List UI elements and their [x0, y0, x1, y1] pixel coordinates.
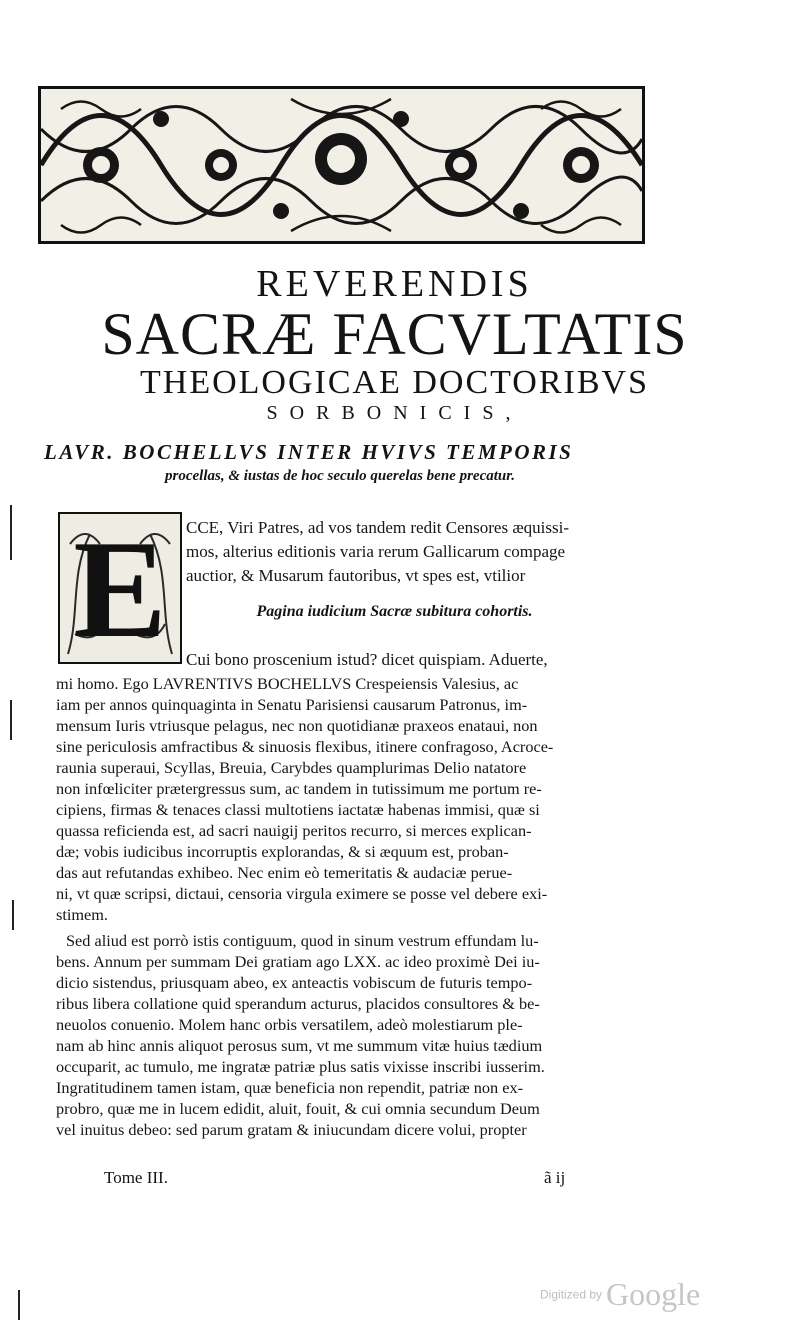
- margin-mark: [12, 900, 14, 930]
- paragraph-line: Ingratitudinem tamen istam, quæ beneficia non rependit, patriæ non ex-: [56, 1078, 524, 1097]
- paragraph-line: ribus libera collatione quid sperandum acturus, placidos consultores & be-: [56, 994, 540, 1013]
- paragraph-line: probro, quæ me in lucem edidit, aluit, fouit, & cui omnia secundum Deum: [56, 1099, 540, 1118]
- google-wordmark: Google: [606, 1276, 701, 1312]
- paragraph-line: non infœliciter prætergressus sum, ac tandem in tutissimum me portum re-: [56, 779, 542, 798]
- margin-mark: [18, 1290, 20, 1320]
- paragraph-line: iam per annos quinquaginta in Senatu Parisiensi causarum Patronus, im-: [56, 695, 528, 714]
- paragraph-line: neuolos conuenio. Molem hanc orbis versatilem, adeò molestiarum ple-: [56, 1015, 523, 1034]
- paragraph-line: vel inuitus debeo: sed parum gratam & iniucundam dicere volui, propter: [56, 1120, 527, 1139]
- paragraph-line: occuparit, ac tumulo, me ingratæ patriæ plus satis vixisse inscribi iusserim.: [56, 1057, 545, 1076]
- paragraph-line: das aut refutandas exhibeo. Nec enim eò temeritatis & audaciæ perue-: [56, 863, 513, 882]
- digitized-prefix: Digitized by: [540, 1287, 603, 1302]
- intro-line: auctior, & Musarum fautoribus, vt spes est, vtilior: [186, 566, 526, 585]
- dedication-heading-line3: THEOLOGICAE DOCTORIBVS: [140, 364, 649, 401]
- paragraph-line: dæ; vobis iudicibus incorruptis explorandas, & si æquum est, proban-: [56, 842, 509, 861]
- paragraph-line: stimem.: [56, 905, 109, 924]
- author-subtitle: LAVR. BOCHELLVS INTER HVIVS TEMPORIS: [44, 440, 574, 464]
- paragraph-line: Cui bono proscenium istud? dicet quispiam. Aduerte,: [186, 650, 548, 669]
- dropcap-letter: E: [73, 512, 167, 664]
- intro-line: mos, alterius editionis varia rerum Gallicarum compage: [186, 542, 566, 561]
- paragraph-line: mi homo. Ego LAVRENTIVS BOCHELLVS Crespeiensis Valesius, ac: [56, 674, 519, 693]
- paragraph-line: bens. Annum per summam Dei gratiam ago LXX. ac ideo proximè Dei iu-: [56, 952, 540, 971]
- verse-quotation: Pagina iudicium Sacræ subitura cohortis.: [256, 603, 533, 620]
- volume-label: Tome III.: [104, 1168, 168, 1187]
- intro-line: CCE, Viri Patres, ad vos tandem redit Censores æquissi-: [186, 518, 570, 537]
- paragraph-line: cipiens, firmas & tenaces classi multotiens iactatæ habenas immisi, quæ si: [56, 800, 540, 819]
- paragraph-line: raunia superaui, Scyllas, Breuia, Carybdes quamplurimas Delio natatore: [56, 758, 527, 777]
- paragraph-line: sine periculosis amfractibus & sinuosis flexibus, itinere confragoso, Acroce-: [56, 737, 554, 756]
- paragraph-line: quassa reficienda est, ad sacri nauigij peritos recurro, si merces explican-: [56, 821, 532, 840]
- paragraph-line: Sed aliud est porrò istis contiguum, quod in sinum vestrum effundam lu-: [66, 931, 539, 950]
- dedication-heading-line4: SORBONICIS,: [266, 402, 523, 424]
- dedication-heading-line2: SACRÆ FACVLTATIS: [101, 301, 688, 367]
- dedication-heading-line1: REVERENDIS: [256, 263, 533, 305]
- paragraph-line: dicio sistendus, priusquam abeo, ex anteactis vobiscum de futuris tempo-: [56, 973, 533, 992]
- author-subtitle-continued: procellas, & iustas de hoc seculo querelas bene precatur.: [165, 468, 515, 484]
- paragraph-line: ni, vt quæ scripsi, dictaui, censoria virgula eximere se posse vel debere exi-: [56, 884, 548, 903]
- ornament-vine-icon: [41, 89, 642, 241]
- signature-mark: ã ij: [544, 1168, 566, 1187]
- margin-mark: [10, 505, 12, 560]
- decorated-initial: [58, 512, 182, 664]
- paragraph-line: nam ab hinc annis aliquot perosus sum, vt me summum vitæ huius tædium: [56, 1036, 543, 1055]
- digitized-watermark: [540, 1276, 700, 1313]
- margin-mark: [10, 700, 12, 740]
- paragraph-line: mensum Iuris vtriusque pelagus, nec non quotidianæ praxeos enataui, non: [56, 716, 538, 735]
- ornamental-headpiece: [38, 86, 645, 244]
